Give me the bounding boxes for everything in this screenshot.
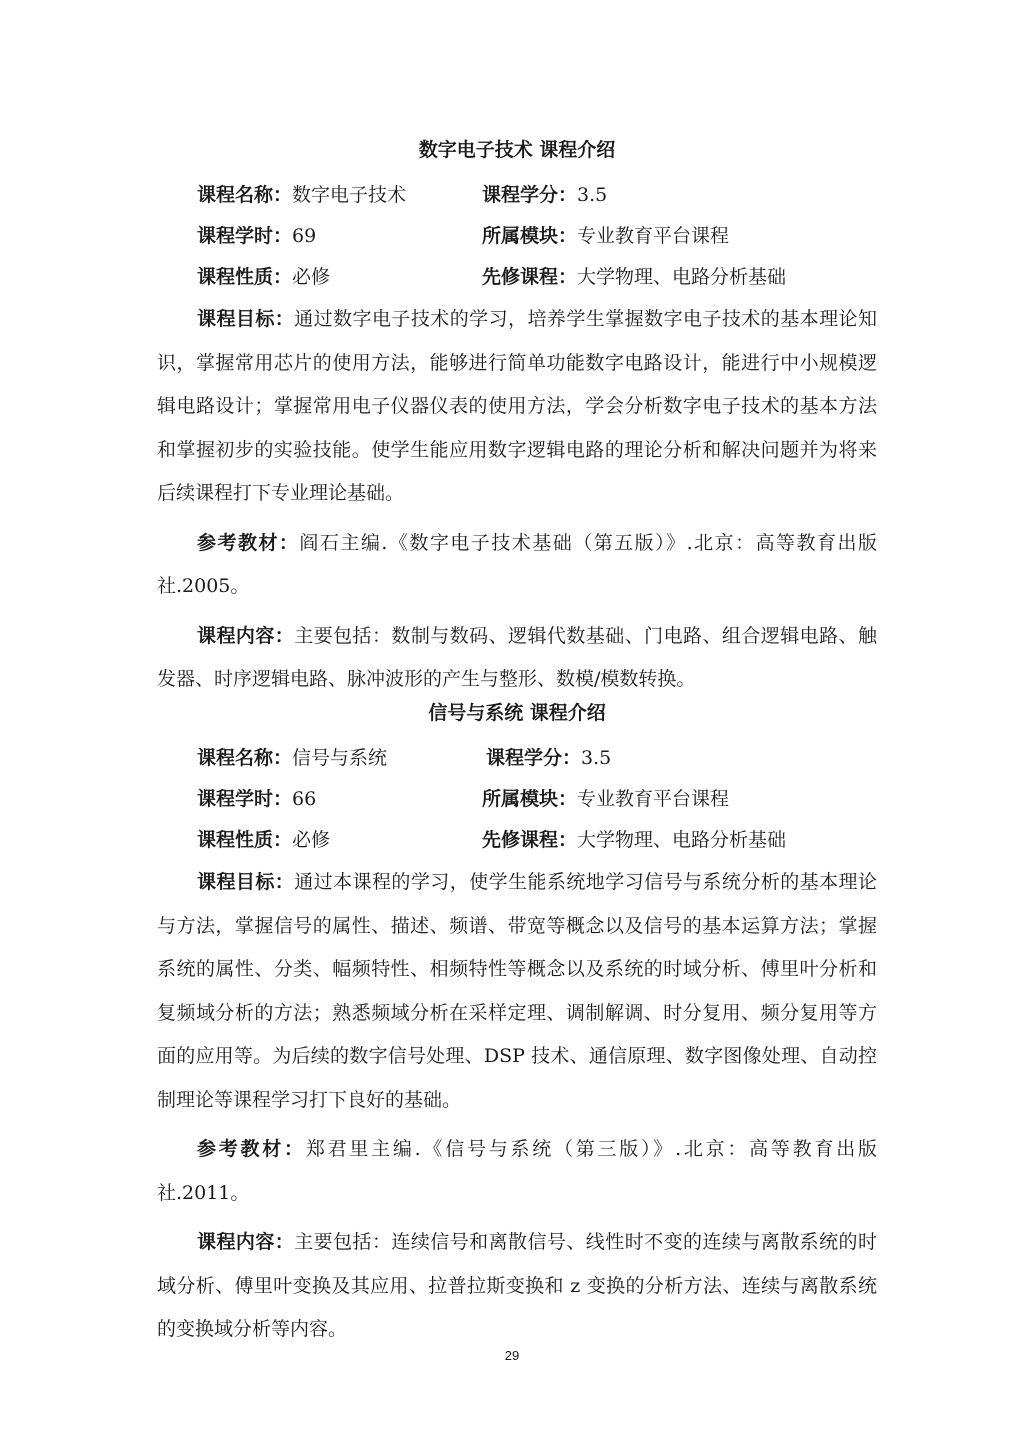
course-prereq-value: 大学物理、电路分析基础 <box>577 829 787 851</box>
meta-row-hours-module <box>157 779 877 820</box>
course-hours <box>197 779 316 820</box>
course-reference-paragraph <box>157 522 877 609</box>
course-content-label: 课程内容： <box>197 624 295 647</box>
course-hours-label: 课程学时： <box>197 788 293 810</box>
course-name <box>197 175 406 216</box>
course-reference-label: 参考教材： <box>197 1138 306 1160</box>
course-reference-text: 郑君里主编.《信号与系统（第三版）》.北京：高等教育出版社.2011。 <box>157 1138 877 1204</box>
course-credit <box>486 738 611 779</box>
meta-row-name-credit <box>157 738 877 779</box>
course-goal-paragraph <box>157 861 877 1122</box>
course-name <box>197 738 387 779</box>
page-number: 29 <box>504 1348 520 1363</box>
course-hours-value: 66 <box>292 788 317 810</box>
course-goal-paragraph <box>157 298 877 516</box>
course-nature <box>197 257 330 298</box>
course-goal-text: 通过数字电子技术的学习，培养学生掌握数字电子技术的基本理论知识，掌握常用芯片的使用方法，能够进行简单功能数字电路设计，能进行中小规模逻辑电路设计；掌握常用电子仪器仪表的使用方法，学会分析数字电子技术的基本方法和掌握初步的实验技能。使学生能应用数字逻辑电路的理论分析和解决问题并为将来后续课程打下专业理论基础。 <box>157 308 877 504</box>
course-section-signals-systems <box>157 696 877 1358</box>
course-prereq <box>482 257 786 298</box>
course-prereq <box>482 820 786 861</box>
course-name-value: 数字电子技术 <box>292 184 407 206</box>
course-module-label: 所属模块： <box>482 225 578 247</box>
course-nature-label: 课程性质： <box>197 829 293 851</box>
course-hours-value: 69 <box>292 225 317 247</box>
course-nature-value: 必修 <box>292 266 331 288</box>
course-content-paragraph <box>157 615 877 702</box>
course-prereq-value: 大学物理、电路分析基础 <box>577 266 787 288</box>
course-goal-label: 课程目标： <box>197 308 295 330</box>
course-nature-label: 课程性质： <box>197 266 293 288</box>
course-name-label: 课程名称： <box>197 184 293 206</box>
course-reference-label: 参考教材： <box>197 531 300 554</box>
course-module-value: 专业教育平台课程 <box>577 788 730 810</box>
course-goal-label: 课程目标： <box>197 871 295 893</box>
course-nature <box>197 820 330 861</box>
course-hours-label: 课程学时： <box>197 225 293 247</box>
meta-row-nature-prereq <box>157 257 877 298</box>
course-name-label: 课程名称： <box>197 747 293 769</box>
course-module <box>482 779 729 820</box>
course-title: 数字电子技术 课程介绍 <box>418 139 616 161</box>
course-content-paragraph <box>157 1221 877 1352</box>
course-reference-text: 阎石主编.《数字电子技术基础（第五版）》.北京：高等教育出版社.2005。 <box>157 531 877 597</box>
course-reference-paragraph <box>157 1128 877 1215</box>
meta-row-nature-prereq <box>157 820 877 861</box>
course-section-digital-electronics <box>157 133 877 708</box>
meta-row-name-credit <box>157 175 877 216</box>
course-credit-value: 3.5 <box>577 184 608 206</box>
course-content-label: 课程内容： <box>197 1231 295 1253</box>
course-prereq-label: 先修课程： <box>482 829 578 851</box>
course-nature-value: 必修 <box>292 829 331 851</box>
course-credit-value: 3.5 <box>581 747 612 769</box>
course-hours <box>197 216 316 257</box>
course-goal-text: 通过本课程的学习，使学生能系统地学习信号与系统分析的基本理论与方法，掌握信号的属性、描述、频谱、带宽等概念以及信号的基本运算方法；掌握系统的属性、分类、幅频特性、相频特性等概念以及系统的时域分析、傅里叶分析和复频域分析的方法；熟悉频域分析在采样定理、调制解调、时分复用、频分复用等方面的应用等。为后续的数字信号处理、DSP 技术、通信原理、数字图像处理、自动控制理论等课程学习打下良好的基础。 <box>157 871 877 1111</box>
course-content-text: 主要包括：连续信号和离散信号、线性时不变的连续与离散系统的时域分析、傅里叶变换及其应用、拉普拉斯变换和 z 变换的分析方法、连续与离散系统的变换域分析等内容。 <box>157 1231 877 1340</box>
meta-row-hours-module <box>157 216 877 257</box>
course-prereq-label: 先修课程： <box>482 266 578 288</box>
course-name-value: 信号与系统 <box>292 747 388 769</box>
course-module-label: 所属模块： <box>482 788 578 810</box>
course-credit-label: 课程学分： <box>482 184 578 206</box>
course-module-value: 专业教育平台课程 <box>577 225 730 247</box>
course-module <box>482 216 729 257</box>
course-credit <box>482 175 607 216</box>
course-credit-label: 课程学分： <box>486 747 582 769</box>
course-title: 信号与系统 课程介绍 <box>428 702 606 724</box>
course-content-text: 主要包括：数制与数码、逻辑代数基础、门电路、组合逻辑电路、触发器、时序逻辑电路、脉冲波形的产生与整形、数模/模数转换。 <box>157 624 877 690</box>
